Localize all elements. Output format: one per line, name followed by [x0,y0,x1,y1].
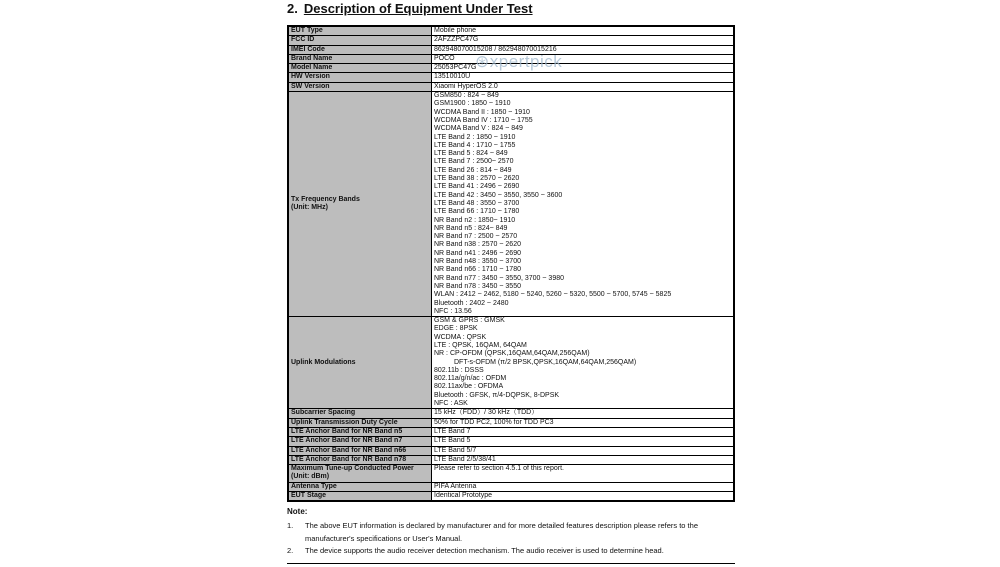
row-value-line: DFT-s-OFDM (π/2 BPSK,QPSK,16QAM,64QAM,256QAM) [454,358,637,366]
row-label-line: Maximum Tune-up Conducted Power [291,465,414,473]
row-value-line: LTE Band 5 : 824 ~ 849 [434,150,508,158]
row-value-line: Mobile phone [434,27,477,34]
row-value-line: LTE Band 66 : 1710 ~ 1780 [434,208,520,216]
row-value-line: NFC : ASK [434,400,468,408]
table-row [288,45,734,54]
row-value-line: NR Band n41 : 2496 ~ 2690 [434,249,521,257]
row-label-line: FCC ID [291,36,315,44]
row-value-line: WCDMA Band IV : 1710 ~ 1755 [434,116,533,124]
table-row [288,92,734,317]
note-number: 2. [287,546,294,555]
table-row [288,409,734,418]
row-value-line: GSM850 : 824 ~ 849 [434,92,499,100]
row-value-line: Bluetooth : GFSK, π/4-DQPSK, 8-DPSK [434,391,560,399]
row-value-line: LTE Band 5/7 [434,446,477,454]
watermark-text: xpertpick [489,52,563,71]
table-row [288,446,734,455]
row-value [432,317,735,409]
note-title: Note: [287,507,308,516]
row-value-line: LTE : QPSK, 16QAM, 64QAM [434,341,527,349]
row-value-line: LTE Band 41 : 2496 ~ 2690 [434,183,520,191]
table-row [288,465,734,483]
row-label [288,482,432,491]
table-row [288,437,734,446]
row-value [432,92,735,317]
row-value [432,409,735,418]
section-heading [287,1,533,16]
row-value [432,446,735,455]
row-value-line: WCDMA Band II : 1850 ~ 1910 [434,108,530,116]
row-label-line: LTE Anchor Band for NR Band n7 [291,437,403,445]
row-value-line: LTE Band 5 [434,437,471,445]
row-value-line: 802.11b : DSSS [434,366,484,374]
row-label-line: HW Version [291,73,330,81]
row-value [432,418,735,427]
row-label-line: Brand Name [291,54,333,62]
table-row [288,82,734,91]
row-value-line: PIFA Antenna [434,482,477,490]
row-value [432,45,735,54]
row-value-line: NR Band n2 : 1850~ 1910 [434,216,516,224]
row-value-line: GSM & GPRS : GMSK [434,317,505,325]
row-label [288,465,432,483]
row-value-line: NR Band n48 : 3550 ~ 3700 [434,258,521,266]
row-label-line: LTE Anchor Band for NR Band n78 [291,455,407,463]
eut-table-body [288,26,734,501]
row-label [288,446,432,455]
row-value [432,73,735,82]
row-label [288,418,432,427]
row-value [432,492,735,502]
section-title: Description of Equipment Under Test [303,1,533,16]
document-page [270,0,740,567]
row-value-line: LTE Band 7 [434,427,471,435]
row-value-line: LTE Band 7 : 2500~ 2570 [434,158,514,166]
row-value-line: WCDMA : QPSK [434,333,487,341]
row-value-line: 13510010U [434,73,471,81]
row-value [432,36,735,45]
row-value-line: NR Band n66 : 1710 ~ 1780 [434,266,521,274]
row-label [288,82,432,91]
row-value-line: 50% for TDD PC2, 100% for TDD PC3 [434,418,554,426]
row-label-line: Antenna Type [291,482,337,490]
row-value-line: NR Band n77 : 3450 ~ 3550, 3700 ~ 3980 [434,274,564,282]
row-label-line: Uplink Transmission Duty Cycle [291,418,398,426]
row-label [288,26,432,36]
row-value-line: NR Band n78 : 3450 ~ 3550 [434,282,521,290]
row-value [432,455,735,464]
row-value-line: LTE Band 38 : 2570 ~ 2620 [434,175,520,183]
row-value-line: NR Band n7 : 2500 ~ 2570 [434,233,518,241]
row-value-line: 802.11ax/be : OFDMA [434,383,504,391]
row-value [432,427,735,436]
note-item [287,520,737,545]
row-label [288,92,432,317]
table-row [288,317,734,409]
table-row [288,455,734,464]
row-label-line: EUT Stage [291,492,327,500]
row-label [288,73,432,82]
row-label [288,409,432,418]
row-label [288,492,432,502]
row-label-line: IMEI Code [291,45,325,53]
table-row [288,418,734,427]
row-label-line: EUT Type [291,27,323,34]
row-value-line: NFC : 13.56 [434,307,472,315]
row-value-line: Bluetooth : 2402 ~ 2480 [434,299,509,307]
table-row [288,64,734,73]
row-value-line: NR Band n5 : 824~ 849 [434,224,508,232]
note-text: The device supports the audio receiver detection mechanism. The audio receiver is used to determine head. [305,546,664,555]
row-value-line: WCDMA Band V : 824 ~ 849 [434,125,523,133]
row-value [432,465,735,483]
row-label-line: (Unit: MHz) [291,204,328,212]
row-value-line: Identical Prototype [434,492,492,500]
row-value-line: LTE Band 4 : 1710 ~ 1755 [434,141,516,149]
table-row [288,54,734,63]
row-label [288,54,432,63]
row-value [432,26,735,36]
row-value [432,437,735,446]
row-value-line: Please refer to section 4.5.1 of this report. [434,465,564,473]
row-label [288,437,432,446]
table-row [288,73,734,82]
row-label-line: LTE Anchor Band for NR Band n5 [291,427,403,435]
row-value-line: LTE Band 2/5/38/41 [434,455,496,463]
row-label [288,455,432,464]
row-value-line: LTE Band 26 : 814 ~ 849 [434,166,512,174]
row-label-line: Tx Frequency Bands [291,195,360,203]
row-value-line: 2AFZZPC47G [434,36,479,44]
table-row [288,492,734,502]
watermark-icon: ⊛ [475,52,490,71]
row-label [288,45,432,54]
row-value [432,482,735,491]
row-label-line: LTE Anchor Band for NR Band n66 [291,446,407,454]
row-value-line: NR : CP-OFDM (QPSK,16QAM,64QAM,256QAM) [434,350,590,358]
row-label [288,317,432,409]
row-label-line: SW Version [291,82,330,90]
row-value [432,64,735,73]
row-value [432,54,735,63]
note-text: The above EUT information is declared by manufacturer and for more detailed features description please refers to the manufacturer's specifications or User's Manual. [305,521,698,543]
row-value-line: LTE Band 2 : 1850 ~ 1910 [434,133,516,141]
row-value-line: EDGE : 8PSK [434,325,478,333]
page-divider [287,563,735,564]
row-value-line: 15 kHz（FDD）/ 30 kHz（TDD） [434,409,539,417]
section-number: 2. [287,1,298,16]
note-item [287,545,737,558]
row-value-line: GSM1900 : 1850 ~ 1910 [434,100,511,108]
row-value-line: WLAN : 2412 ~ 2462, 5180 ~ 5240, 5260 ~ 5320, 5500 ~ 5700, 5745 ~ 5825 [434,291,672,299]
note-number: 1. [287,521,294,530]
row-value-line: Xiaomi HyperOS 2.0 [434,82,498,90]
row-value [432,82,735,91]
row-label [288,64,432,73]
row-value-line: 802.11a/g/n/ac : OFDM [434,375,507,383]
row-label-line: Model Name [291,64,333,72]
row-label-line: Subcarrier Spacing [291,409,356,417]
table-row [288,427,734,436]
row-value-line: 862948070015208 / 862948070015216 [434,45,557,53]
row-value-line: LTE Band 48 : 3550 ~ 3700 [434,199,520,207]
table-row [288,482,734,491]
row-label [288,427,432,436]
eut-description-table [287,25,735,502]
table-row [288,26,734,36]
note-list [287,520,737,558]
row-label-line: Uplink Modulations [291,358,356,366]
row-value-line: POCO [434,54,455,62]
row-value-line: LTE Band 42 : 3450 ~ 3550, 3550 ~ 3600 [434,191,563,199]
row-label-line: (Unit: dBm) [291,473,330,481]
row-value-line: 25053PC47G [434,64,477,72]
row-value-line: NR Band n38 : 2570 ~ 2620 [434,241,521,249]
row-label [288,36,432,45]
table-row [288,36,734,45]
